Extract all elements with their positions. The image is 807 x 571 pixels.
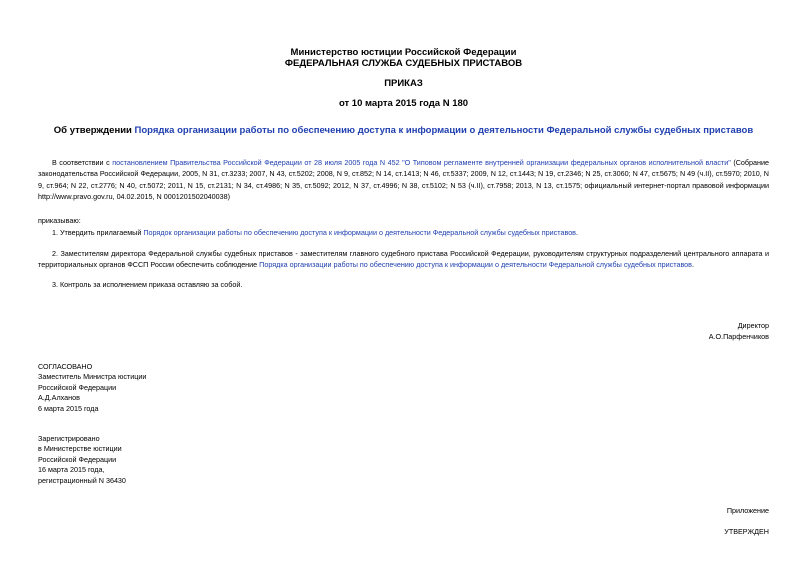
procedure-link-item-1[interactable]: Порядок организации работы по обеспечению доступа к информации о деятельности Федеральной службы судебных приставов: [143, 228, 577, 237]
government-resolution-link[interactable]: постановлением Правительства Российской Федерации от 28 июля 2005 года N 452 "О Типовом регламенте внутренней организации федеральных органов исполнительной власти": [112, 158, 731, 167]
registration-block: [38, 434, 126, 486]
registration-ministry: в Министерстве юстиции: [38, 444, 122, 454]
order-item-1: [38, 227, 769, 238]
ministry-name: Министерство юстиции Российской Федерации: [290, 47, 517, 58]
procedure-link-item-2[interactable]: Порядка организации работы по обеспечению доступа к информации о деятельности Федеральной службы судебных приставов: [259, 260, 692, 270]
approval-country: Российской Федерации: [38, 382, 117, 392]
service-name: ФЕДЕРАЛЬНАЯ СЛУЖБА СУДЕБНЫХ ПРИСТАВОВ: [284, 58, 523, 69]
title-prefix: Об утверждении: [53, 125, 135, 136]
appendix-label: Приложение: [726, 506, 769, 515]
title-procedure-link[interactable]: Порядка организации работы по обеспечению доступа к информации о деятельности Федеральной службы судебных приставов: [134, 125, 754, 136]
approved-label: УТВЕРЖДЕН: [724, 527, 769, 536]
preamble-text-end: (Собрание законодательства Российской Федерации, 2005, N 31, ст.3233; 2007, N 43, ст.5202; 2008, N 9, ст.852; N 14, ст.1413; N 46, ст.5337; 2009, N 12, ст.1443; N 19, ст.2346; N 25, ст.3060; N 47, ст.5675; N 49 (ч.II), ст.5970; 2010, N 9, ст.964; N 22, ст.2776; N 40, ст.5072; 2011, N 15, ст.2131; N 34, ст.4986; N 35, ст.5092; 2012, N 37, ст.4996; N 38, ст.5102; N 53 (ч.II), ст.7958; 2013, N 13, ст.1575; официальный интернет-портал правовой информации http://www.pravo.gov.ru, 04.02.2015, N 0001201502040038): [38, 158, 770, 201]
approval-date: 6 марта 2015 года: [38, 403, 99, 413]
approval-name: А.Д.Алханов: [38, 393, 80, 403]
document-type: ПРИКАЗ: [384, 78, 423, 89]
approval-heading: СОГЛАСОВАНО: [38, 362, 93, 371]
item-2-text: 2. Заместителям директора Федеральной службы судебных приставов - заместителям главного судебного пристава Российской Федерации, руководителям структурных подразделений центрального аппарата и территориальных органов ФССП России обеспечить соблюдение: [38, 249, 769, 270]
registration-country: Российской Федерации: [38, 454, 117, 464]
order-item-2: [38, 248, 769, 271]
item-2-end: .: [692, 260, 694, 270]
registration-number: регистрационный N 36430: [38, 475, 126, 485]
item-1-text: 1. Утвердить прилагаемый: [52, 228, 144, 237]
signer-name: А.О.Парфенчиков: [708, 331, 769, 341]
document-date: от 10 марта 2015 года N 180: [338, 98, 469, 109]
signature-block: [709, 321, 769, 342]
order-item-3: 3. Контроль за исполнением приказа оставляю за собой.: [52, 280, 243, 289]
document-title: [0, 125, 807, 137]
item-1-end: .: [576, 228, 579, 237]
registration-date: 16 марта 2015 года,: [38, 465, 105, 475]
order-word: приказываю:: [38, 216, 81, 225]
approval-position: Заместитель Министра юстиции: [38, 372, 147, 382]
signer-position: Директор: [737, 321, 769, 330]
preamble-paragraph: [38, 157, 769, 202]
approval-block: [38, 362, 146, 414]
registration-heading: Зарегистрировано: [38, 434, 100, 443]
preamble-text-start: В соответствии с: [52, 158, 113, 167]
